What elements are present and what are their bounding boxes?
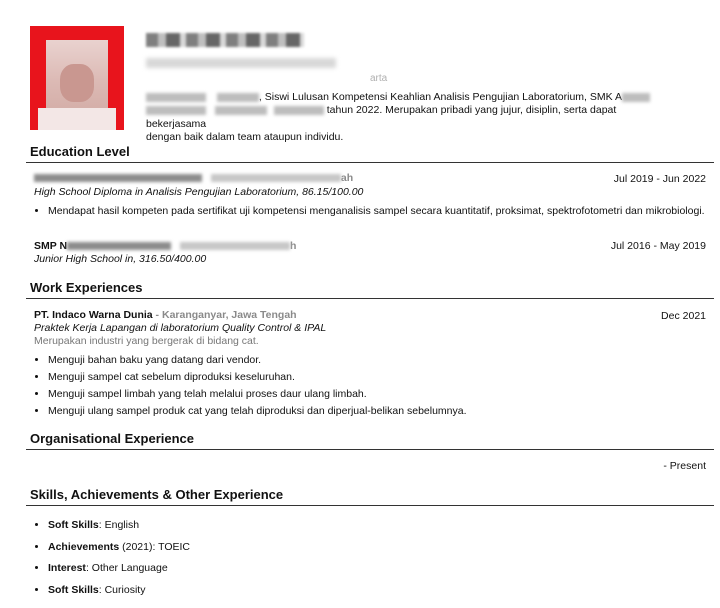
education-entry-2-name: [34, 240, 296, 253]
redacted-inline: [274, 106, 324, 115]
education-entry-1-bullets: [34, 205, 708, 218]
list-item: • Mendapat hasil kompeten pada sertifikat uji kompetensi menganalisis sampel secara kuantitatif, proksimat, spektrofotometri dan mikrobiologi.: [48, 205, 708, 218]
redacted-school-name: [67, 242, 171, 250]
work-entry-company: [34, 309, 297, 322]
redacted-school-name: [34, 174, 202, 182]
summary-line-2: tahun 2022. Merupakan pribadi yang jujur, disiplin, serta dapat bekerjasama: [146, 104, 617, 130]
photo-face-blur: [60, 64, 94, 102]
redacted-inline: [217, 93, 259, 102]
redacted-contact: [146, 58, 336, 68]
education-entry-1-name: [34, 172, 353, 185]
list-item: [48, 558, 708, 580]
skills-list: [34, 515, 708, 602]
skill-label: Interest: [48, 562, 86, 575]
redacted-inline: [622, 93, 650, 102]
education-entry-1-date: Jul 2019 - Jun 2022: [613, 173, 706, 185]
skill-value: (2021): TOEIC: [119, 540, 191, 553]
company-separator: -: [152, 309, 162, 321]
organisation-section-title: Organisational Experience: [30, 431, 195, 446]
list-item: [48, 515, 708, 537]
list-item: [48, 580, 708, 602]
education-entry-1-name-tail: ah: [340, 172, 354, 184]
profile-photo: [30, 26, 124, 130]
work-entry-role: Praktek Kerja Lapangan di laboratorium Quality Control & IPAL: [34, 322, 327, 334]
skills-section-title: Skills, Achievements & Other Experience: [30, 487, 284, 502]
section-divider: [26, 162, 714, 163]
education-entry-1-degree: High School Diploma in Analisis Pengujian Laboratorium, 86.15/100.00: [34, 186, 364, 198]
redacted-inline: [146, 93, 206, 102]
section-divider: [26, 449, 714, 450]
redacted-inline: [146, 106, 206, 115]
list-item: • Menguji sampel limbah yang telah melalui proses daur ulang limbah.: [48, 386, 708, 403]
skill-label: Soft Skills: [48, 519, 99, 531]
redacted-inline: [215, 106, 267, 115]
photo-shoulders-blur: [38, 108, 116, 130]
company-name: PT. Indaco Warna Dunia: [34, 309, 153, 321]
skill-label: Achievements: [48, 540, 120, 553]
skill-value: : Other Language: [85, 562, 168, 575]
education-entry-2-name-prefix: SMP N: [34, 240, 68, 252]
summary-line-3: dengan baik dalam team ataupun individu.: [146, 131, 344, 144]
list-item: • Menguji sampel cat sebelum diproduksi keseluruhan.: [48, 369, 708, 386]
redacted-name: [146, 33, 304, 47]
skill-value: : Curiosity: [98, 584, 146, 597]
summary-line-1: , Siswi Lulusan Kompetensi Keahlian Analisis Pengujian Laboratorium, SMK A: [258, 91, 622, 103]
work-section-title: Work Experiences: [30, 280, 143, 295]
organisation-date: - Present: [663, 460, 706, 472]
work-entry-date: Dec 2021: [661, 310, 706, 322]
section-divider: [26, 298, 714, 299]
skill-value: : English: [98, 519, 140, 531]
education-entry-2-name-tail: h: [290, 240, 297, 252]
education-section-title: Education Level: [30, 144, 130, 159]
list-item: • Menguji ulang sampel produk cat yang telah diproduksi dan diperjual-belikan sebelumnya.: [48, 403, 708, 420]
section-divider: [26, 505, 714, 506]
education-entry-2-degree: Junior High School in, 316.50/400.00: [34, 253, 207, 265]
redacted-school-location: [180, 242, 290, 250]
skill-label: Soft Skills: [48, 584, 99, 597]
work-entry-bullets: [34, 352, 708, 420]
company-location: Karanganyar, Jawa Tengah: [161, 309, 297, 321]
list-item: [48, 537, 708, 559]
redacted-school-location: [211, 174, 341, 182]
contact-tail: arta: [370, 73, 388, 84]
work-entry-description: Merupakan industri yang bergerak di bidang cat.: [34, 335, 259, 347]
profile-summary: [146, 91, 666, 145]
list-item: • Menguji bahan baku yang datang dari vendor.: [48, 352, 708, 369]
education-entry-2-date: Jul 2016 - May 2019: [610, 240, 706, 252]
